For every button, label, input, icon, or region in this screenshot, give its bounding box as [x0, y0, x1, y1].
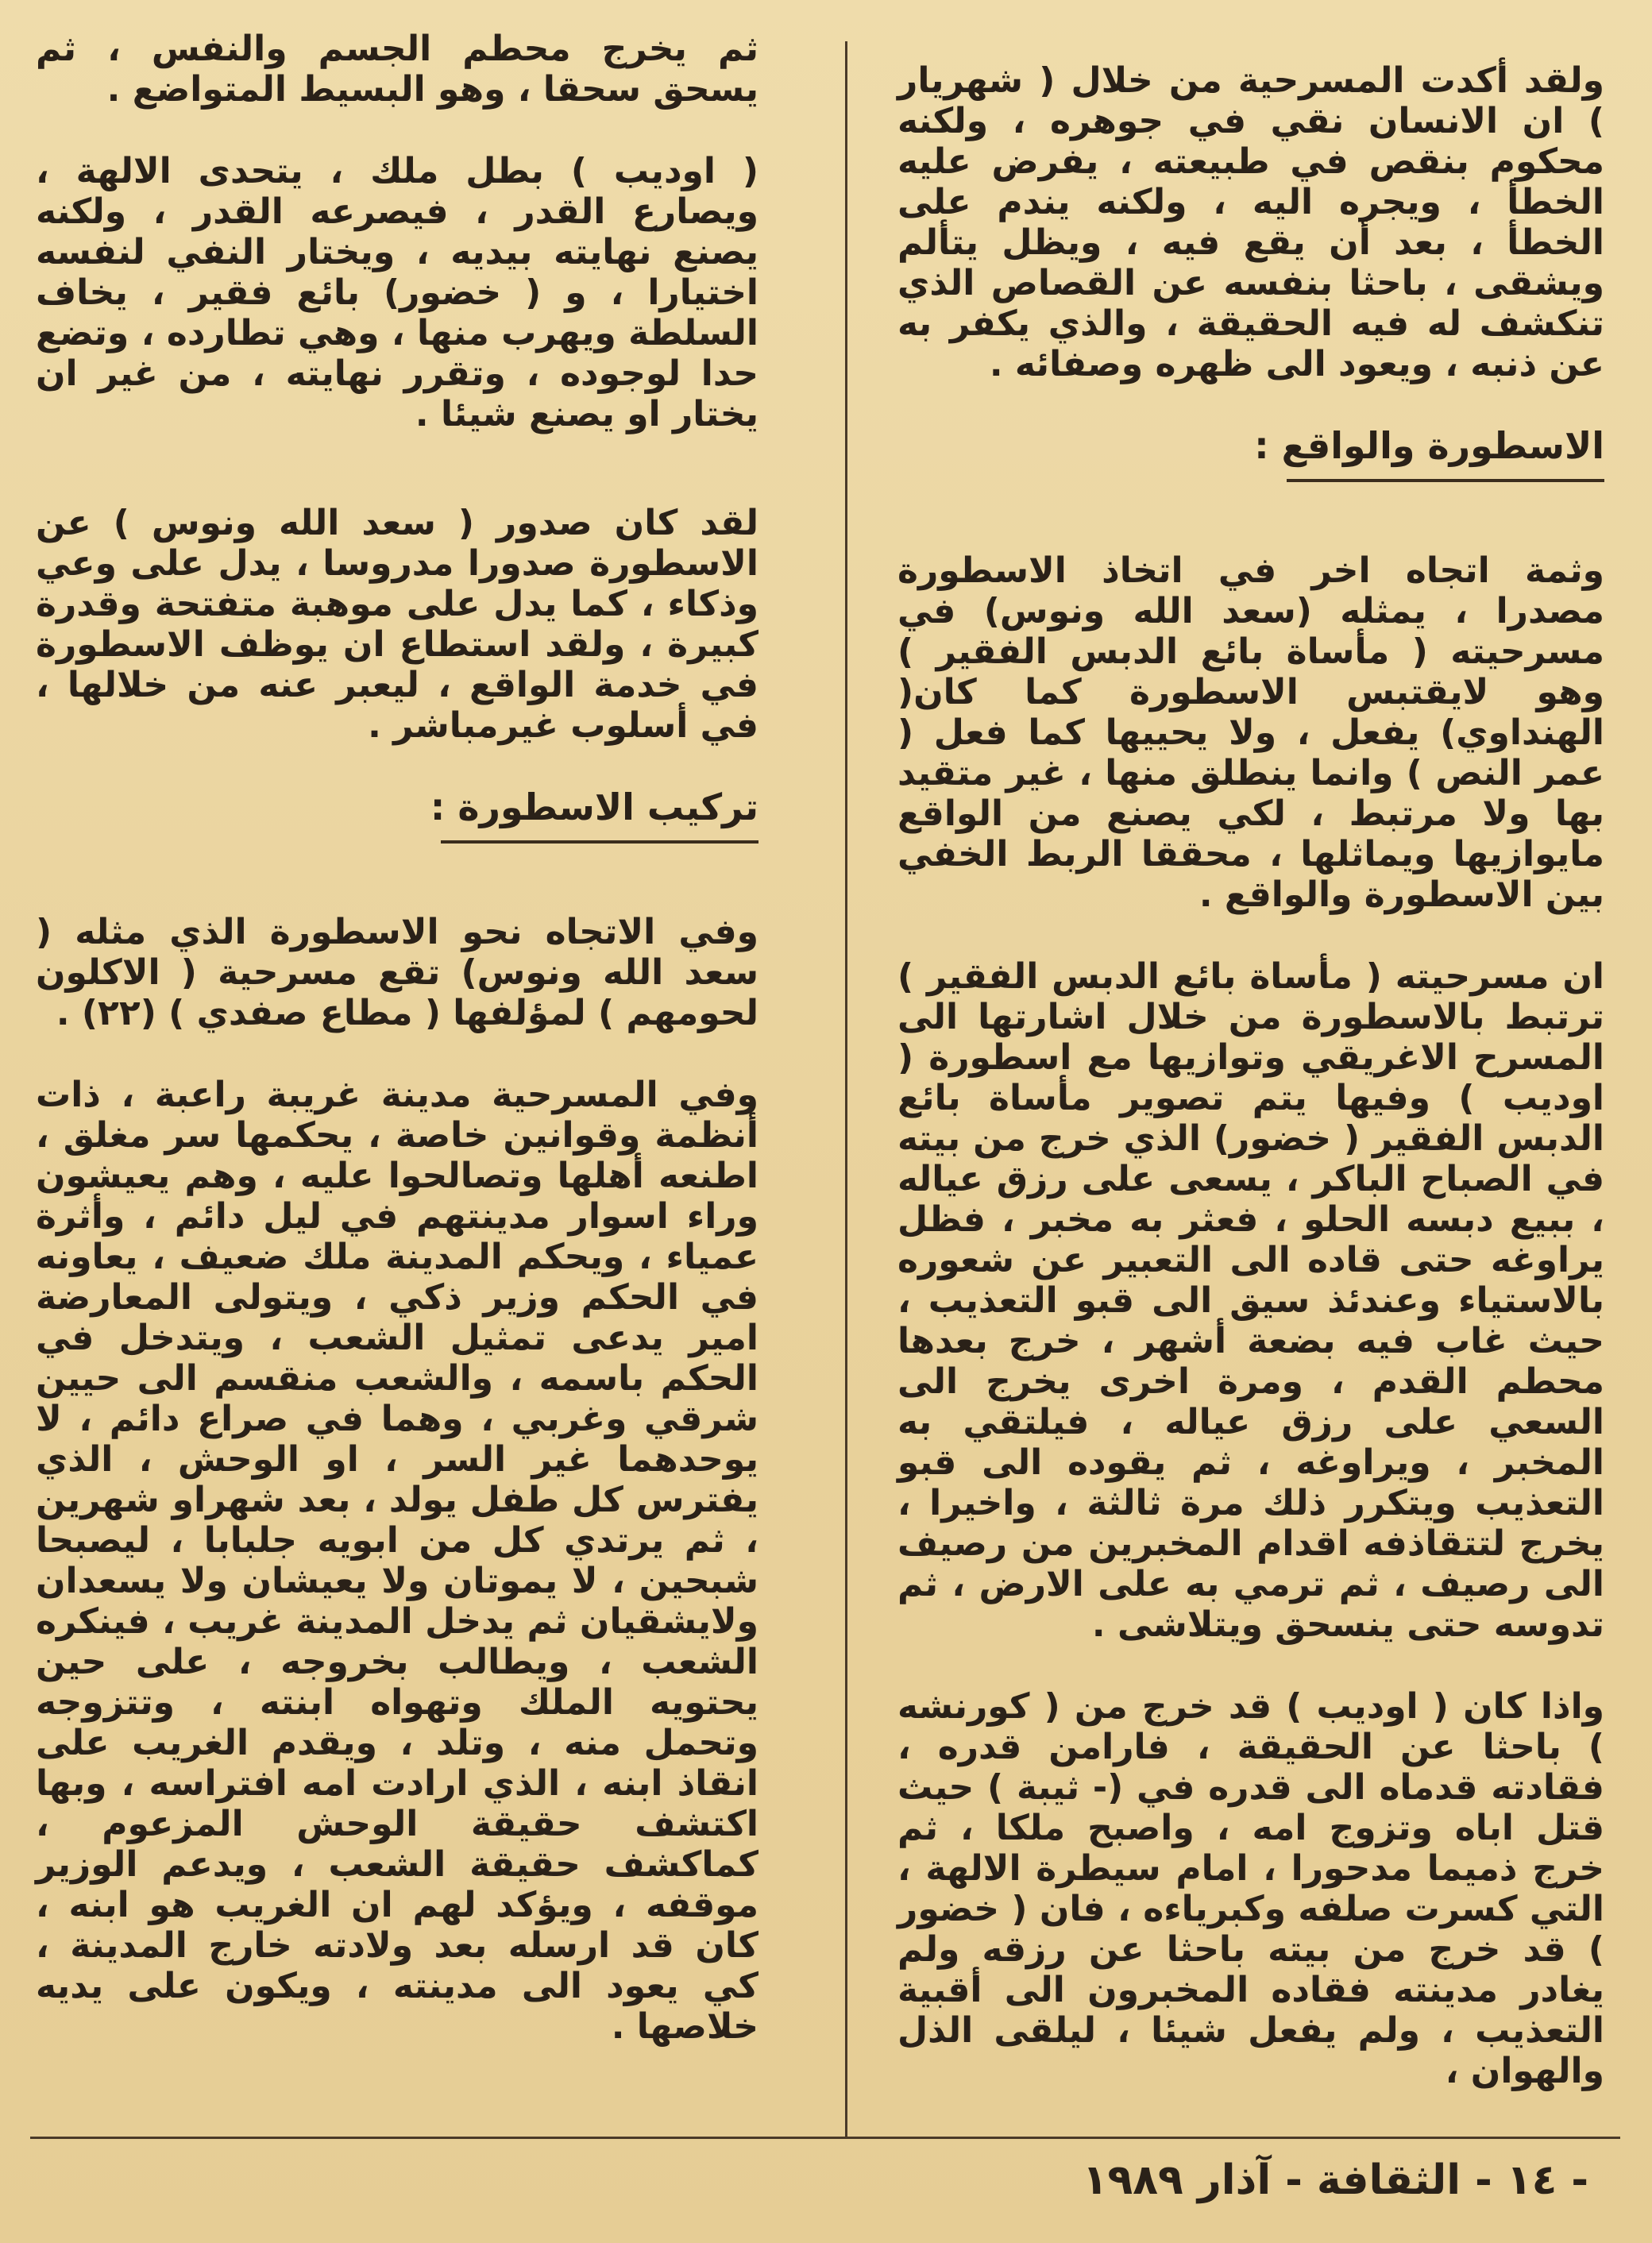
- left-column: [36, 29, 758, 2047]
- paragraph: وثمة اتجاه اخر في اتخاذ الاسطورة مصدرا ، يمثله (سعد الله ونوس) في مسرحيته ( مأساة بائع الدبس الفقير ) وهو لايقتبس الاسطورة كما كان( الهنداوي) يفعل ، ولا يحييها كما فعل ( عمر النص ) وانما ينطلق منها ، غير متقيد بها ولا مرتبط ، لكي يصنع من الواقع مايوازيها ويماثلها ، محققا الربط الخفي بين الاسطورة والواقع .: [897, 550, 1604, 915]
- paragraph: لقد كان صدور ( سعد الله ونوس ) عن الاسطورة صدورا مدروسا ، يدل على وعي وذكاء ، كما يدل على موهبة متفتحة وقدرة كبيرة ، ولقد استطاع ان يوظف الاسطورة في خدمة الواقع ، ليعبر عنه من خلالها ، في أسلوب غيرمباشر .: [36, 503, 758, 746]
- paragraph: ( اوديب ) بطل ملك ، يتحدى الالهة ، ويصارع القدر ، فيصرعه القدر ، ولكنه يصنع نهايته بيديه ، ويختار النفي لنفسه اختيارا ، و ( خضور) بائع فقير ، يخاف السلطة ويهرب منها ، وهي تطارده ، وتضع حدا لوجوده ، وتقرر نهايته ، من غير ان يختار او يصنع شيئا .: [36, 151, 758, 434]
- footer-rule: [30, 2137, 1620, 2139]
- right-column: [897, 60, 1604, 2091]
- section-heading: الاسطورة والواقع :: [1254, 424, 1604, 467]
- paragraph: ان مسرحيته ( مأساة بائع الدبس الفقير ) ترتبط بالاسطورة من خلال اشارتها الى المسرح الاغريقي وتوازيها مع اسطورة ( اوديب ) وفيها يتم تصوير مأساة بائع الدبس الفقير ( خضور) الذي خرج من بيته في الصباح الباكر ، يسعى على رزق عياله ، ببيع دبسه الحلو ، فعثر به مخبر ، فظل يراوغه حتى قاده الى التعبير عن شعوره بالاستياء وعندئذ سيق الى قبو التعذيب ، حيث غاب فيه بضعة أشهر ، خرج بعدها محطم القدم ، ومرة اخرى يخرج الى السعي على رزق عياله ، فيلتقي به المخبر ، ويراوغه ، ثم يقوده الى قبو التعذيب ويتكرر ذلك مرة ثالثة ، واخيرا ، يخرج لتتقاذفه اقدام المخبرين من رصيف الى رصيف ، ثم ترمي به على الارض ، ثم تدوسه حتى ينسحق ويتلاشى .: [897, 956, 1604, 1645]
- paragraph: ولقد أكدت المسرحية من خلال ( شهريار ) ان الانسان نقي في جوهره ، ولكنه محكوم بنقص في طبيعته ، يفرض عليه الخطأ ، ويجره اليه ، ولكنه يندم على الخطأ ، بعد أن يقع فيه ، ويظل يتألم ويشقى ، باحثا بنفسه عن القصاص الذي تنكشف له فيه الحقيقة ، والذي يكفر به عن ذنبه ، ويعود الى ظهره وصفائه .: [897, 60, 1604, 384]
- paragraph: ثم يخرج محطم الجسم والنفس ، ثم يسحق سحقا ، وهو البسيط المتواضع .: [36, 29, 758, 110]
- section-heading: تركيب الاسطورة :: [430, 786, 758, 828]
- page-footer: - ١٤ - الثقافة - آذار ١٩٨٩: [1082, 2156, 1588, 2204]
- paragraph: وفي الاتجاه نحو الاسطورة الذي مثله ( سعد الله ونوس) تقع مسرحية ( الاكلون لحومهم ) لمؤلفها ( مطاع صفدي ) (٢٢) .: [36, 912, 758, 1033]
- column-divider: [845, 41, 847, 2138]
- paragraph: وفي المسرحية مدينة غريبة راعبة ، ذات أنظمة وقوانين خاصة ، يحكمها سر مغلق ، اطنعه أهلها وتصالحوا عليه ، وهم يعيشون وراء اسوار مدينتهم في ليل دائم ، وأثرة عمياء ، ويحكم المدينة ملك ضعيف ، يعاونه في الحكم وزير ذكي ، ويتولى المعارضة امير يدعى تمثيل الشعب ، ويتدخل في الحكم باسمه ، والشعب منقسم الى حيين شرقي وغربي ، وهما في صراع دائم ، لا يوحدهما غير السر ، او الوحش ، الذي يفترس كل طفل يولد ، بعد شهراو شهرين ، ثم يرتدي كل من ابويه جلبابا ، ليصبحا شبحين ، لا يموتان ولا يعيشان ولا يسعدان ولايشقيان ثم يدخل المدينة غريب ، فينكره الشعب ، ويطالب بخروجه ، على حين يحتويه الملك وتهواه ابنته ، وتتزوجه وتحمل منه ، وتلد ، ويقدم الغريب على انقاذ ابنه ، الذي ارادت امه افتراسه ، وبها اكتشف حقيقة الوحش المزعوم ، كماكشف حقيقة الشعب ، ويدعم الوزير موقفه ، ويؤكد لهم ان الغريب هو ابنه ، كان قد ارسله بعد ولادته خارج المدينة ، كي يعود الى مدينته ، ويكون على يديه خلاصها .: [36, 1075, 758, 2047]
- paragraph: واذا كان ( اوديب ) قد خرج من ( كورنشه ) باحثا عن الحقيقة ، فارامن قدره ، فقادته قدماه الى قدره في (- ثيبة ) حيث قتل اباه وتزوج امه ، واصبح ملكا ، ثم خرج ذميما مدحورا ، امام سيطرة الالهة ، التي كسرت صلفه وكبرياءه ، فان ( خضور ) قد خرج من بيته باحثا عن رزقه ولم يغادر مدينته فقاده المخبرون الى أقبية التعذيب ، ولم يفعل شيئا ، ليلقى الذل والهوان ،: [897, 1686, 1604, 2091]
